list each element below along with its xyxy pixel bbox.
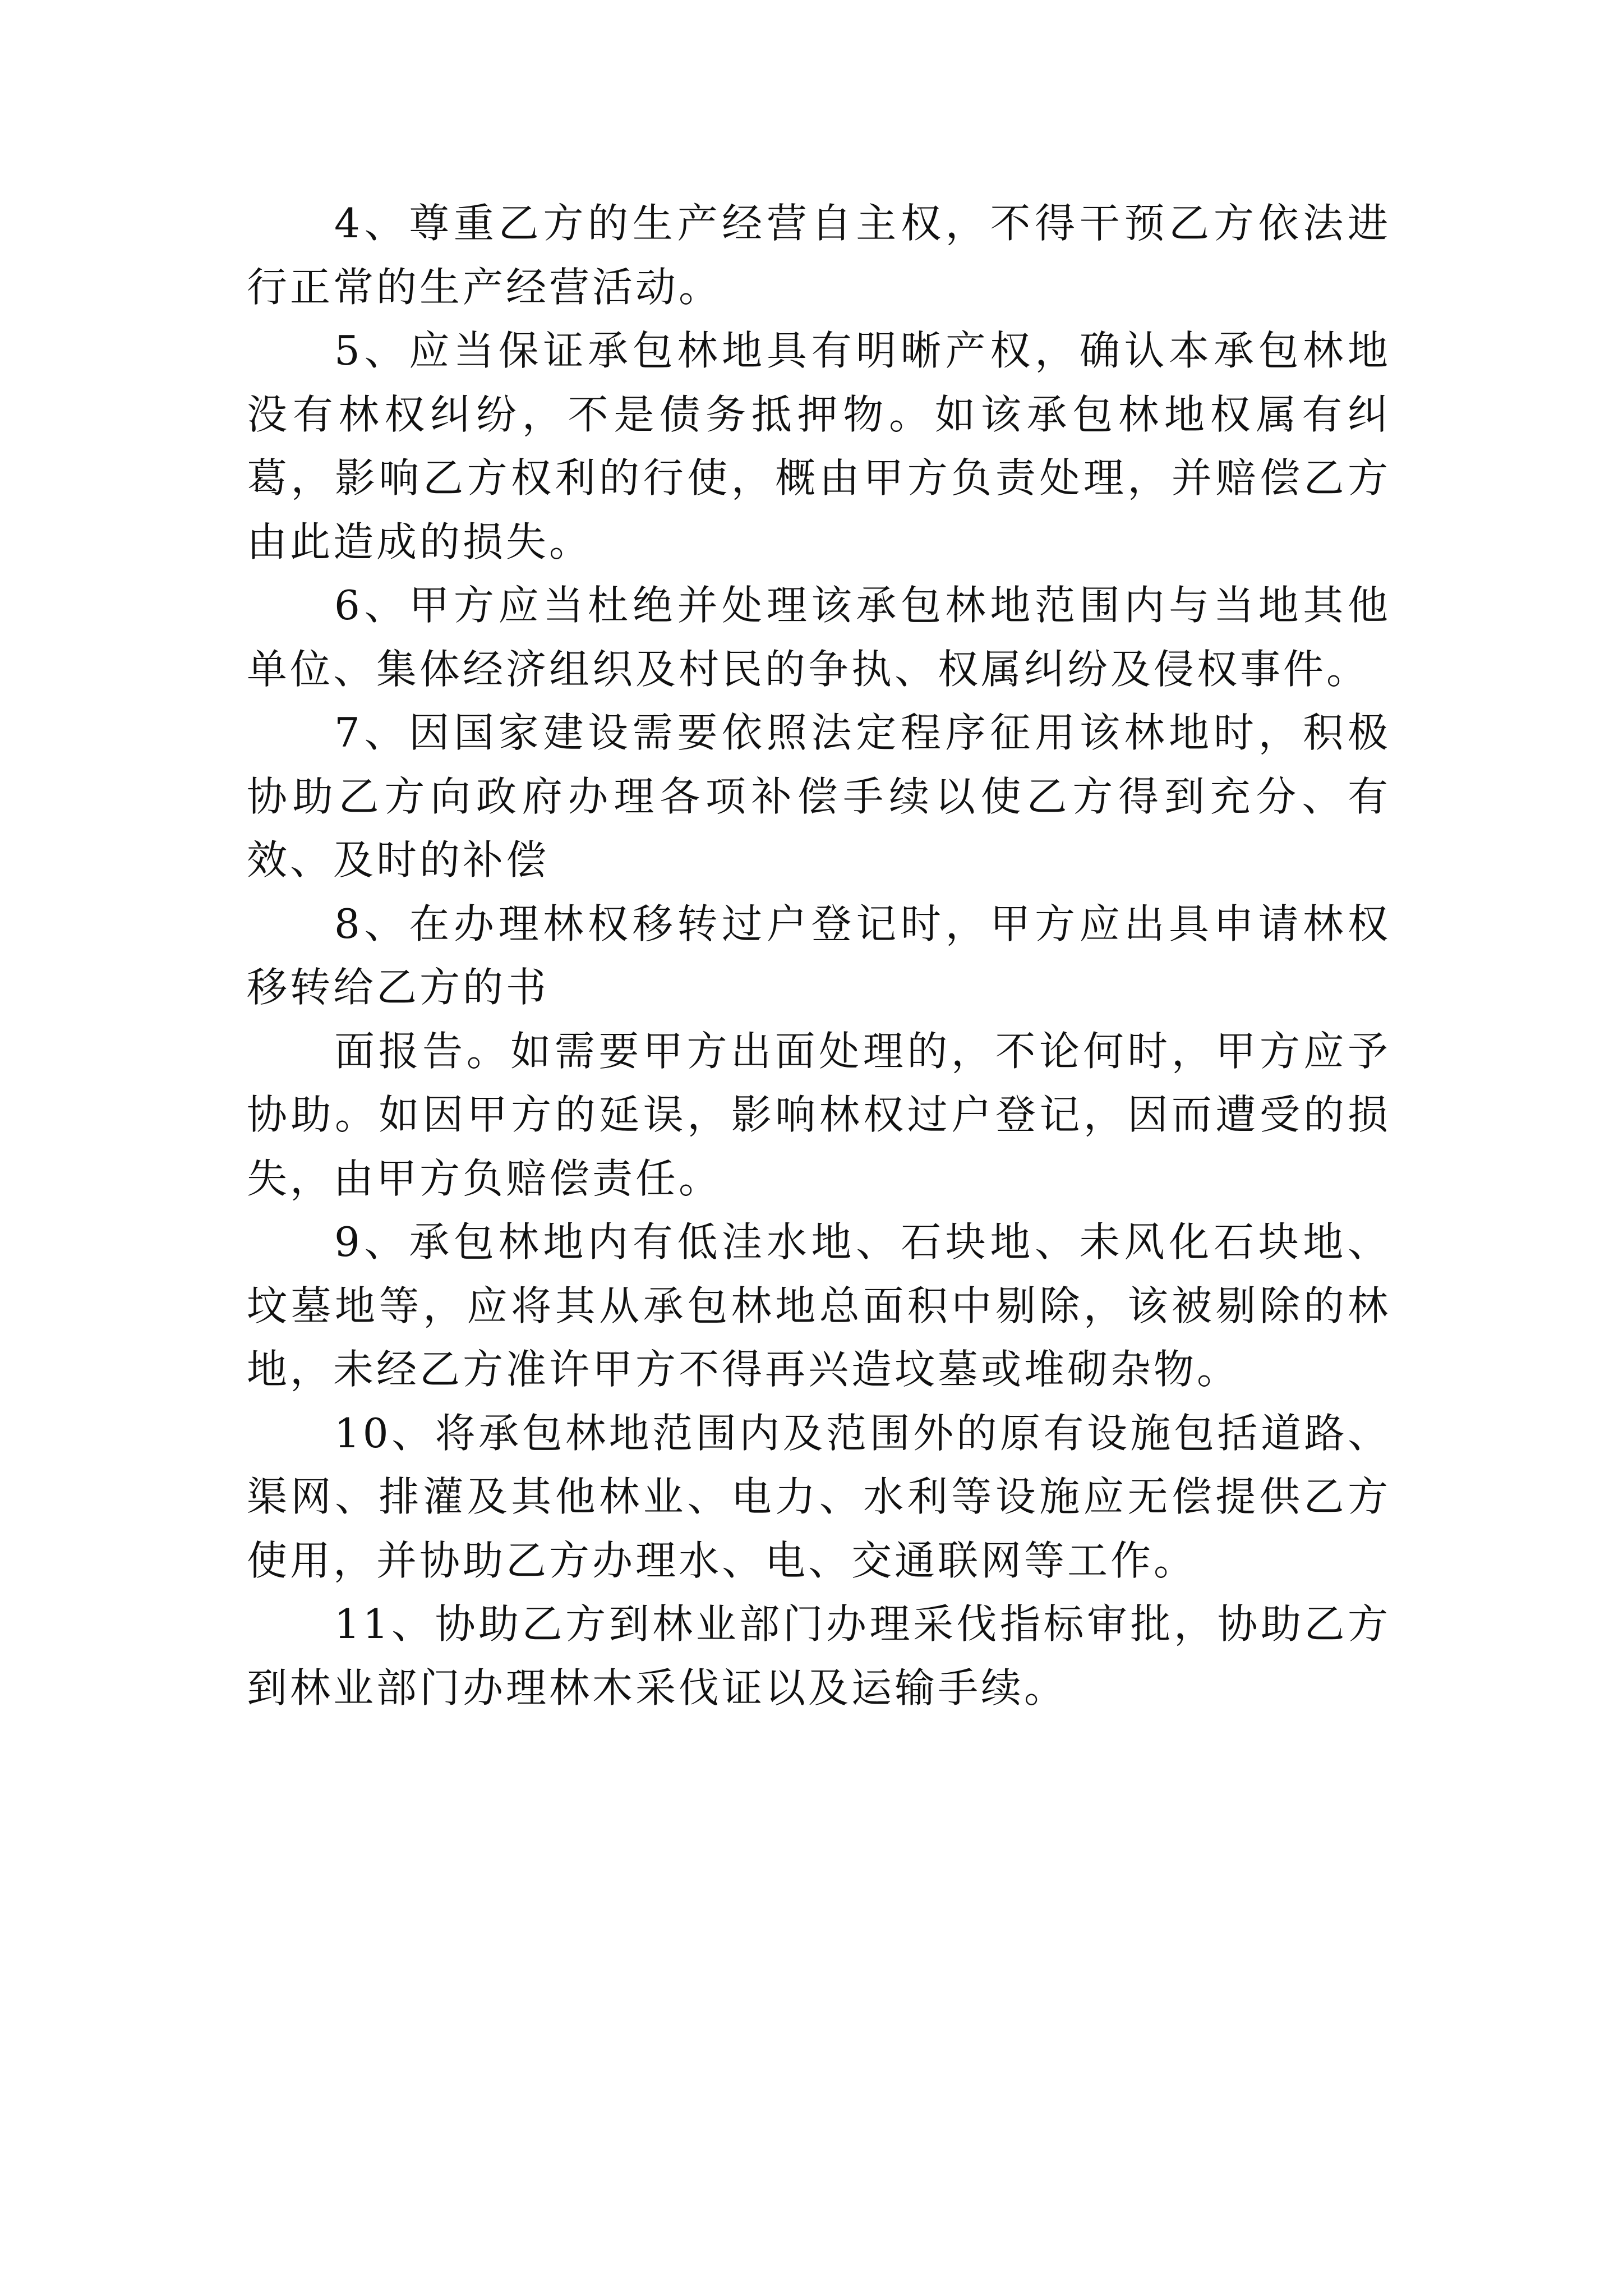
clause-5: 5、应当保证承包林地具有明晰产权，确认本承包林地没有林权纠纷，不是债务抵押物。如该承包林地权属有纠葛，影响乙方权利的行使，概由甲方负责处理，并赔偿乙方由此造成的损失。: [247, 327, 1391, 565]
clause-7: 7、因国家建设需要依照法定程序征用该林地时，积极协助乙方向政府办理各项补偿手续以使乙方得到充分、有效、及时的补偿: [247, 709, 1391, 884]
document-body: [247, 192, 1391, 1720]
clause-11: 11、协助乙方到林业部门办理采伐指标审批，协助乙方到林业部门办理林木采伐证以及运输手续。: [247, 1600, 1391, 1711]
clause-6: 6、甲方应当杜绝并处理该承包林地范围内与当地其他单位、集体经济组织及村民的争执、权属纠纷及侵权事件。: [247, 582, 1391, 693]
clause-4: 4、尊重乙方的生产经营自主权，不得干预乙方依法进行正常的生产经营活动。: [247, 200, 1391, 311]
clause-8: 8、在办理林权移转过户登记时，甲方应出具申请林权移转给乙方的书: [247, 900, 1391, 1011]
clause-10: 10、将承包林地范围内及范围外的原有设施包括道路、渠网、排灌及其他林业、电力、水利等设施应无偿提供乙方使用，并协助乙方办理水、电、交通联网等工作。: [247, 1409, 1391, 1584]
clause-8-continued: 面报告。如需要甲方出面处理的，不论何时，甲方应予协助。如因甲方的延误，影响林权过户登记，因而遭受的损失，由甲方负赔偿责任。: [247, 1027, 1391, 1202]
clause-9: 9、承包林地内有低洼水地、石块地、未风化石块地、坟墓地等，应将其从承包林地总面积中剔除，该被剔除的林地，未经乙方准许甲方不得再兴造坟墓或堆砌杂物。: [247, 1218, 1391, 1393]
